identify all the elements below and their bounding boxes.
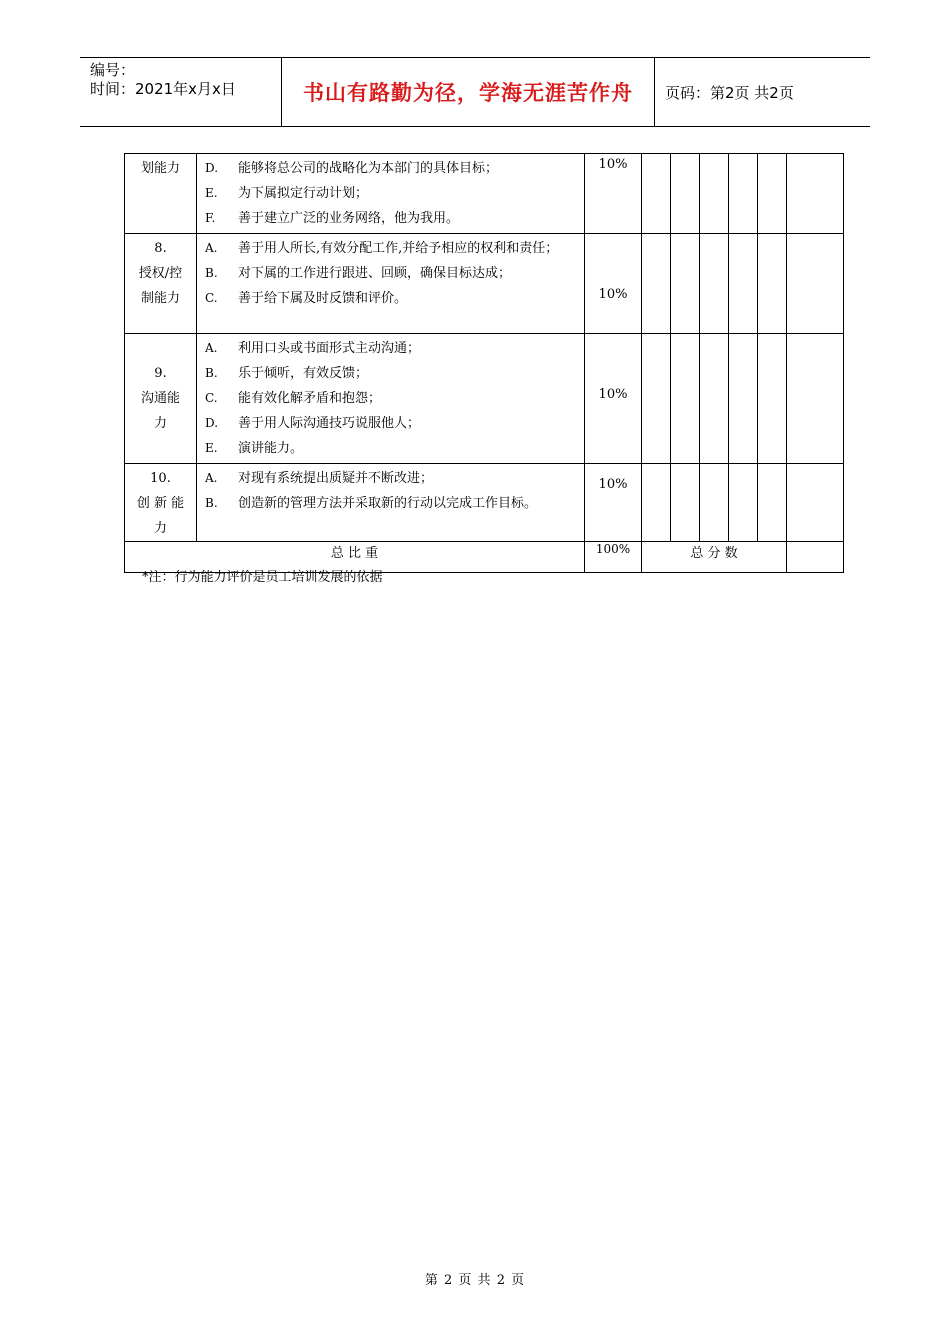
category-line <box>125 336 196 361</box>
score-cell[interactable] <box>758 154 787 234</box>
weight-cell: 10% <box>585 154 642 234</box>
criteria-item <box>205 181 578 206</box>
category-cell <box>125 464 197 542</box>
criteria-item <box>205 156 578 181</box>
score-cell[interactable] <box>642 464 671 542</box>
total-weight-value: 100% <box>585 542 642 573</box>
criteria-letter: C. <box>205 291 218 305</box>
score-cell[interactable] <box>787 464 844 542</box>
criteria-item <box>205 466 578 491</box>
category-line: 力 <box>153 416 167 431</box>
category-line: 制能力 <box>140 291 180 306</box>
total-weight-label: 总 比 重 <box>125 542 585 573</box>
score-cell[interactable] <box>758 334 787 464</box>
category-line: 8. <box>154 241 167 256</box>
score-cell[interactable] <box>671 334 700 464</box>
score-cell[interactable] <box>671 154 700 234</box>
score-cell[interactable] <box>700 234 729 334</box>
criteria-letter: E. <box>205 186 218 200</box>
criteria-item <box>205 386 578 411</box>
category-line: 9. <box>154 366 167 381</box>
date-label: 时间：2021年x月x日 <box>90 80 236 98</box>
criteria-text: 善于给下属及时反馈和评价。 <box>238 291 408 306</box>
criteria-item <box>205 236 578 261</box>
weight-cell: 10% <box>585 334 642 464</box>
score-cell[interactable] <box>787 334 844 464</box>
score-cell[interactable] <box>642 154 671 234</box>
weight-cell: 10% <box>585 234 642 334</box>
category-line: 授权/控 <box>138 266 183 281</box>
criteria-item <box>205 206 578 231</box>
criteria-letter: D. <box>205 161 219 175</box>
category-line: 创 新 能 <box>136 496 185 511</box>
criteria-text: 为下属拟定行动计划； <box>238 186 369 201</box>
criteria-letter: D. <box>205 416 219 430</box>
criteria-item <box>205 436 578 461</box>
criteria-item <box>205 261 578 286</box>
category-line: 10. <box>150 471 171 486</box>
table-row <box>125 234 844 334</box>
evaluation-table <box>124 153 844 573</box>
criteria-text: 对下属的工作进行跟进、回顾，确保目标达成； <box>238 266 512 281</box>
number-label: 编号： <box>90 61 136 79</box>
page-header <box>80 57 870 127</box>
header-motto-cell <box>282 58 655 126</box>
category-line: 划能力 <box>140 161 180 176</box>
table-row <box>125 334 844 464</box>
score-cell[interactable] <box>700 154 729 234</box>
header-page-info: 页码：第2页 共2页 <box>665 83 794 102</box>
score-cell[interactable] <box>758 234 787 334</box>
score-cell[interactable] <box>787 234 844 334</box>
criteria-text: 乐于倾听，有效反馈； <box>238 366 369 381</box>
criteria-item <box>205 286 578 311</box>
score-cell[interactable] <box>671 234 700 334</box>
criteria-text: 能够将总公司的战略化为本部门的具体目标； <box>238 161 499 176</box>
criteria-text: 利用口头或书面形式主动沟通； <box>238 341 421 356</box>
score-cell[interactable] <box>642 234 671 334</box>
page-footer: 第 2 页 共 2 页 <box>424 1273 526 1288</box>
criteria-letter: B. <box>205 366 218 380</box>
score-cell[interactable] <box>729 334 758 464</box>
header-meta <box>80 58 282 126</box>
table-row <box>125 464 844 542</box>
score-cell[interactable] <box>729 154 758 234</box>
score-cell[interactable] <box>671 464 700 542</box>
header-motto: 书山有路勤为径，学海无涯苦作舟 <box>303 81 633 105</box>
header-page-cell <box>655 58 870 126</box>
criteria-letter: E. <box>205 441 218 455</box>
weight-cell: 10% <box>585 464 642 542</box>
score-cell[interactable] <box>729 464 758 542</box>
criteria-letter: A. <box>205 341 218 355</box>
criteria-text: 善于用人际沟通技巧说服他人； <box>238 416 421 431</box>
criteria-letter: F. <box>205 211 216 225</box>
criteria-text: 对现有系统提出质疑并不断改进； <box>238 471 434 486</box>
criteria-cell <box>197 334 585 464</box>
criteria-text: 演讲能力。 <box>238 441 304 456</box>
footnote: *注：行为能力评价是员工培训发展的依据 <box>142 570 383 585</box>
score-cell[interactable] <box>700 334 729 464</box>
category-cell <box>125 234 197 334</box>
criteria-text: 善于用人所长,有效分配工作,并给予相应的权利和责任； <box>238 241 559 256</box>
total-score-label: 总 分 数 <box>642 542 787 573</box>
score-cell[interactable] <box>700 464 729 542</box>
criteria-letter: B. <box>205 266 218 280</box>
score-cell[interactable] <box>758 464 787 542</box>
criteria-letter: A. <box>205 471 218 485</box>
criteria-text: 创造新的管理方法并采取新的行动以完成工作目标。 <box>238 496 538 511</box>
criteria-letter: A. <box>205 241 218 255</box>
score-cell[interactable] <box>642 334 671 464</box>
criteria-item <box>205 361 578 386</box>
score-cell[interactable] <box>787 154 844 234</box>
score-cell[interactable] <box>729 234 758 334</box>
category-cell <box>125 334 197 464</box>
category-line: 力 <box>153 521 167 536</box>
criteria-item <box>205 491 578 516</box>
criteria-cell <box>197 234 585 334</box>
criteria-cell <box>197 154 585 234</box>
category-line: 沟通能 <box>140 391 180 406</box>
criteria-letter: C. <box>205 391 218 405</box>
total-score-cell[interactable] <box>787 542 844 573</box>
criteria-item <box>205 411 578 436</box>
category-cell <box>125 154 197 234</box>
criteria-text: 能有效化解矛盾和抱怨； <box>238 391 382 406</box>
criteria-text: 善于建立广泛的业务网络，他为我用。 <box>238 211 460 226</box>
table-row <box>125 154 844 234</box>
criteria-letter: B. <box>205 496 218 510</box>
criteria-cell <box>197 464 585 542</box>
criteria-item <box>205 336 578 361</box>
